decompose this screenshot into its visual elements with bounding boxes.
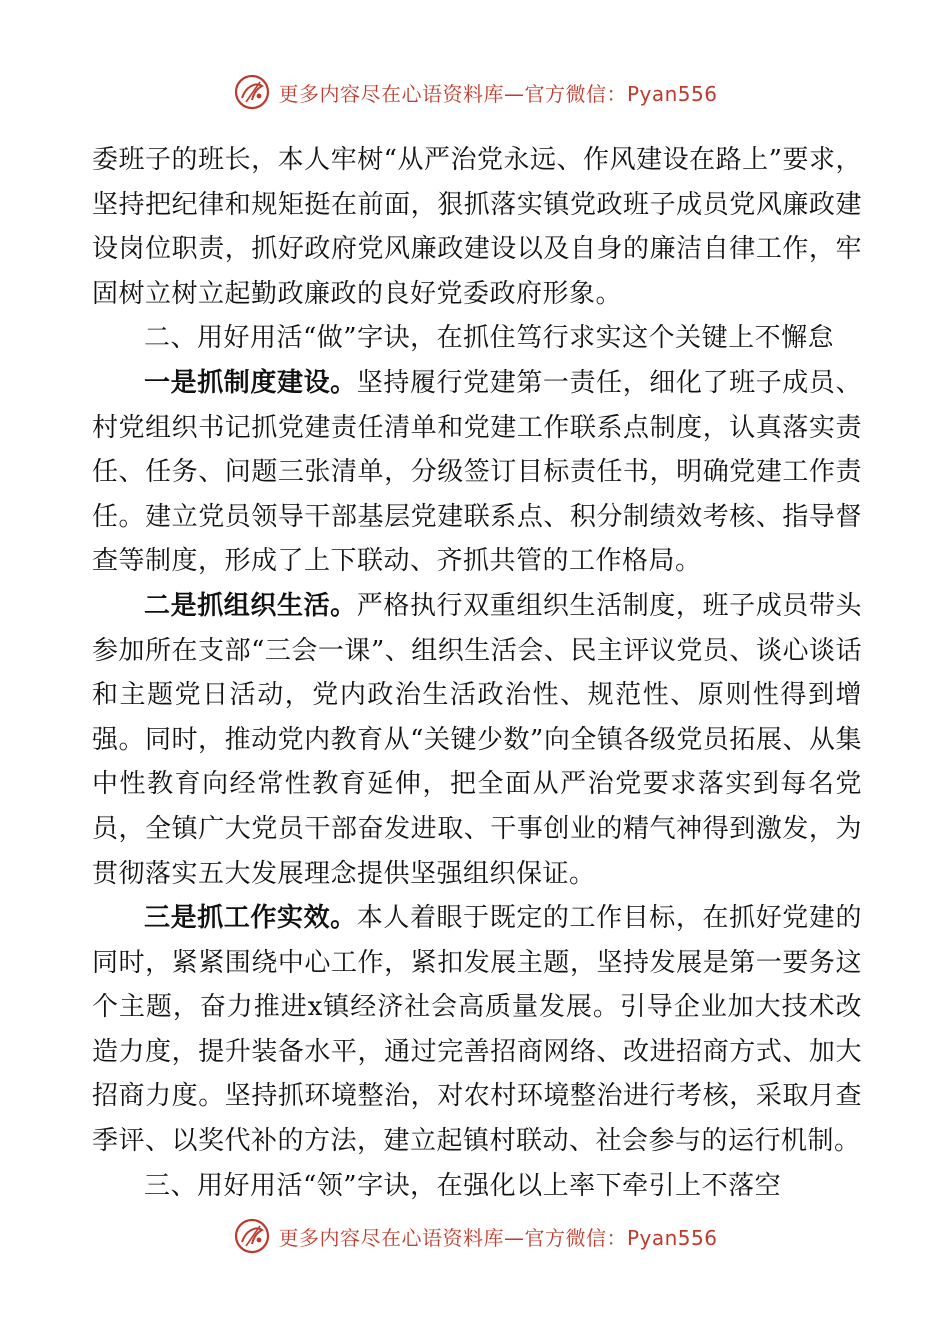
paragraph-text: 严格执行双重组织生活制度，班子成员带头参加所在支部“三会一课”、组织生活会、民主评议党员、谈心谈话和主题党日活动，党内政治生活政治性、规范性、原则性得到增强。同时，推动党内教育从“关键少数”向全镇各级党员拓展、从集中性教育向经常性教育延伸，把全面从严治党要求落实到每名党员，全镇广大党员干部奋发进取、干事创业的精气神得到激发，为贯彻落实五大发展理念提供坚强组织保证。 <box>92 590 862 889</box>
paragraph <box>92 584 862 896</box>
logo-icon <box>232 72 272 112</box>
paragraph-text: 坚持履行党建第一责任，细化了班子成员、村党组织书记抓党建责任清单和党建工作联系点制度，认真落实责任、任务、问题三张清单，分级签订目标责任书，明确党建工作责任。建立党员领导干部基层党建联系点、积分制绩效考核、指导督查等制度，形成了上下联动、齐抓共管的工作格局。 <box>92 367 862 577</box>
section-heading-text: 二、用好用活“做”字诀，在抓住笃行求实这个关键上不懈怠 <box>144 323 835 354</box>
paragraph <box>92 361 862 584</box>
paragraph-lead: 一是抓制度建设。 <box>144 367 357 398</box>
watermark-text: 更多内容尽在心语资料库—官方微信：Pyan556 <box>278 1225 718 1250</box>
section-heading <box>92 1164 862 1209</box>
paragraph <box>92 896 862 1164</box>
logo-icon <box>232 1216 272 1256</box>
paragraph-lead: 三是抓工作实效。 <box>144 903 357 934</box>
paragraph-lead: 二是抓组织生活。 <box>144 590 357 621</box>
footer-watermark <box>0 1214 950 1258</box>
section-heading-text: 三、用好用活“领”字诀，在强化以上率下牵引上不落空 <box>144 1170 782 1201</box>
paragraph <box>92 138 862 316</box>
section-heading <box>92 316 862 361</box>
paragraph-text: 委班子的班长，本人牢树“从严治党永远、作风建设在路上”要求，坚持把纪律和规矩挺在前面，狠抓落实镇党政班子成员党风廉政建设岗位职责，抓好政府党风廉政建设以及自身的廉洁自律工作，牢固树立树立起勤政廉政的良好党委政府形象。 <box>92 145 862 309</box>
document-body <box>92 138 862 1208</box>
header-watermark <box>0 70 950 114</box>
paragraph-text: 本人着眼于既定的工作目标，在抓好党建的同时，紧紧围绕中心工作，紧扣发展主题，坚持发展是第一要务这个主题，奋力推进x镇经济社会高质量发展。引导企业加大技术改造力度，提升装备水平，通过完善招商网络、改进招商方式、加大招商力度。坚持抓环境整治，对农村环境整治进行考核，采取月查季评、以奖代补的方法，建立起镇村联动、社会参与的运行机制。 <box>92 903 862 1157</box>
watermark-text: 更多内容尽在心语资料库—官方微信：Pyan556 <box>278 81 718 106</box>
